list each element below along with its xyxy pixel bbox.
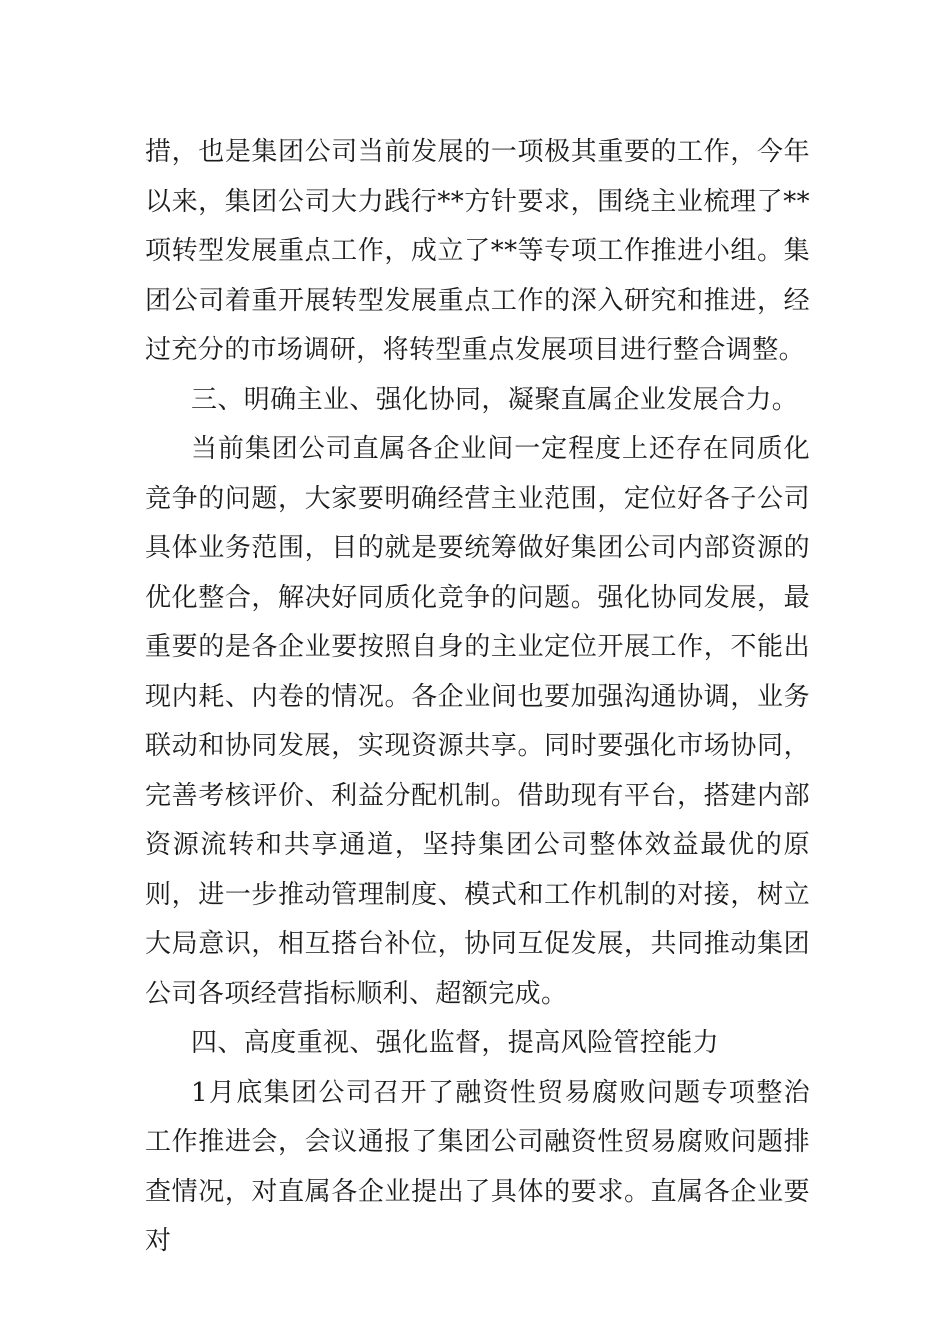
paragraph-section-three: 当前集团公司直属各企业间一定程度上还存在同质化竞争的问题，大家要明确经营主业范围，定位好各子公司具体业务范围，目的就是要统筹做好集团公司内部资源的优化整合，解决好同质化竞争的问题。强化协同发展，最重要的是各企业要按照自身的主业定位开展工作，不能出现内耗、内卷的情况。各企业间也要加强沟通协调，业务联动和协同发展，实现资源共享。同时要强化市场协同，完善考核评价、利益分配机制。借助现有平台，搭建内部资源流转和共享通道，坚持集团公司整体效益最优的原则，进一步推动管理制度、模式和工作机制的对接，树立大局意识，相互搭台补位，协同互促发展，共同推动集团公司各项经营指标顺利、超额完成。 xyxy=(145,434,810,1009)
section-heading-four: 四、高度重视、强化监督，提高风险管控能力 xyxy=(191,1028,720,1058)
section-heading-three: 三、明确主业、强化协同，凝聚直属企业发展合力。 xyxy=(191,384,799,415)
document-body xyxy=(145,128,810,1267)
paragraph-continuation: 措，也是集团公司当前发展的一项极其重要的工作，今年以来，集团公司大力践行**方针要求，围绕主业梳理了**项转型发展重点工作，成立了**等专项工作推进小组。集团公司着重开展转型发展重点工作的深入研究和推进，经过充分的市场调研，将转型重点发展项目进行整合调整。 xyxy=(145,137,810,365)
paragraph-section-four: 1月底集团公司召开了融资性贸易腐败问题专项整治工作推进会，会议通报了集团公司融资性贸易腐败问题排查情况，对直属各企业提出了具体的要求。直属各企业要对 xyxy=(145,1077,810,1256)
